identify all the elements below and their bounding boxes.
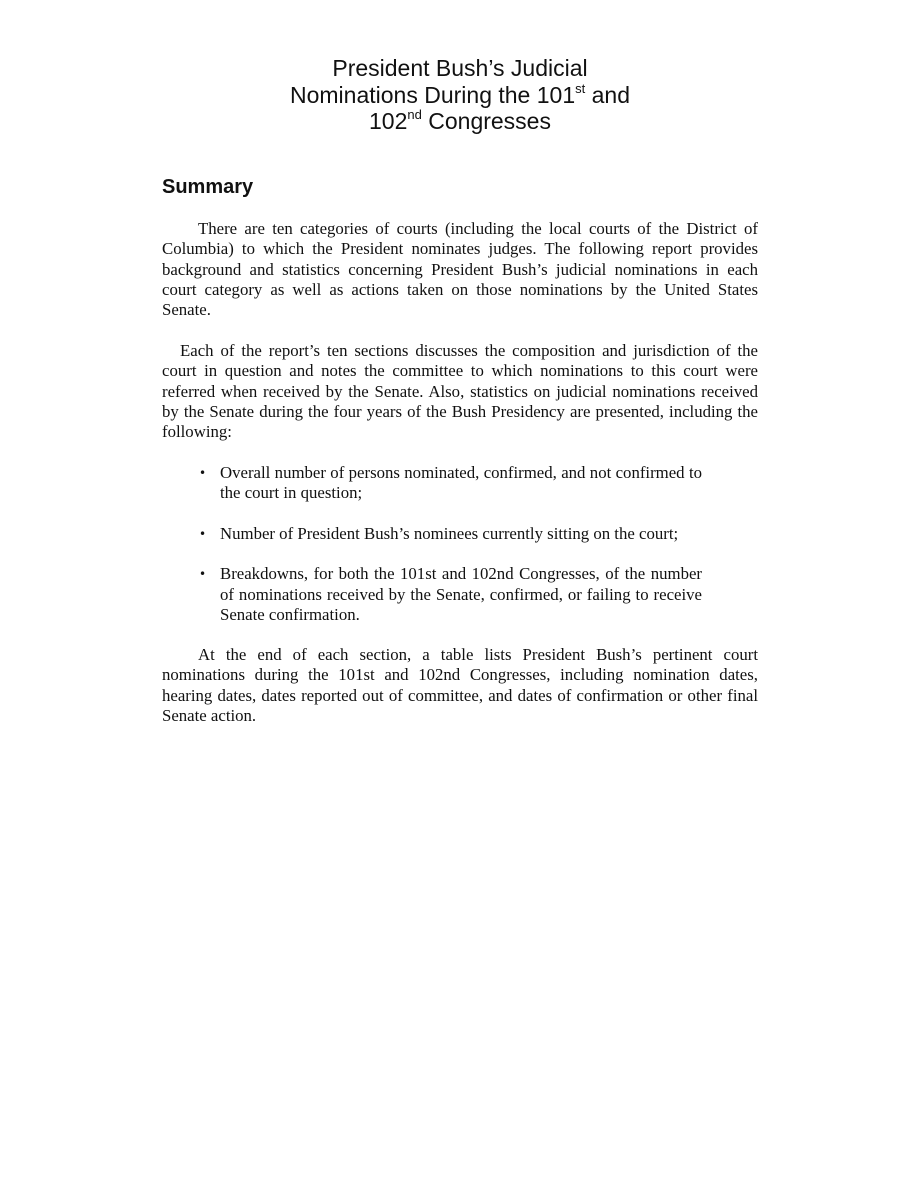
title-line-2 bbox=[160, 82, 760, 109]
summary-paragraph-2: Each of the report’s ten sections discusses the composition and jurisdiction of the court in question and notes the committee to which nominations to this court were referred when received by the Senate. Also, statistics on judicial nominations received by the Senate during the four years of the Bush Presidency are presented, including the following: bbox=[162, 341, 758, 442]
summary-paragraph-1: There are ten categories of courts (including the local courts of the District of Columbia) to which the President nominates judges. The following report provides background and statistics concerning President Bush’s judicial nominations in each court category as well as actions taken on those nominations by the United States Senate. bbox=[162, 219, 758, 320]
title-superscript-st: st bbox=[575, 80, 586, 96]
list-item-text: Overall number of persons nominated, confirmed, and not confirmed to the court in question; bbox=[220, 463, 702, 503]
summary-paragraph-3: At the end of each section, a table lists President Bush’s pertinent court nominations during the 101st and 102nd Congresses, including nomination dates, hearing dates, dates reported out of committee, and dates of confirmation or other final Senate action. bbox=[162, 645, 758, 725]
statistics-list bbox=[162, 463, 702, 646]
list-item-text: Breakdowns, for both the 101st and 102nd Congresses, of the number of nominations received by the Senate, confirmed, or failing to receive Senate confirmation. bbox=[220, 564, 702, 625]
summary-heading: Summary bbox=[162, 176, 254, 198]
title-line-3 bbox=[160, 108, 760, 135]
list-item bbox=[162, 524, 702, 544]
title-line-3-text: 102 bbox=[369, 108, 408, 134]
title-superscript-nd: nd bbox=[407, 107, 422, 123]
list-item bbox=[162, 564, 702, 625]
bullet-icon: • bbox=[199, 567, 207, 582]
list-item-text: Number of President Bush’s nominees currently sitting on the court; bbox=[220, 523, 679, 543]
title-line-2-text: Nominations During the 101 bbox=[290, 81, 576, 108]
document-title bbox=[160, 55, 760, 135]
bullet-icon: • bbox=[199, 466, 207, 480]
title-line-2-tail: and bbox=[585, 81, 630, 108]
title-line-1: President Bush’s Judicial bbox=[332, 55, 588, 81]
list-item bbox=[162, 463, 702, 504]
title-line-3-tail: Congresses bbox=[421, 108, 551, 134]
bullet-icon: • bbox=[199, 526, 207, 541]
